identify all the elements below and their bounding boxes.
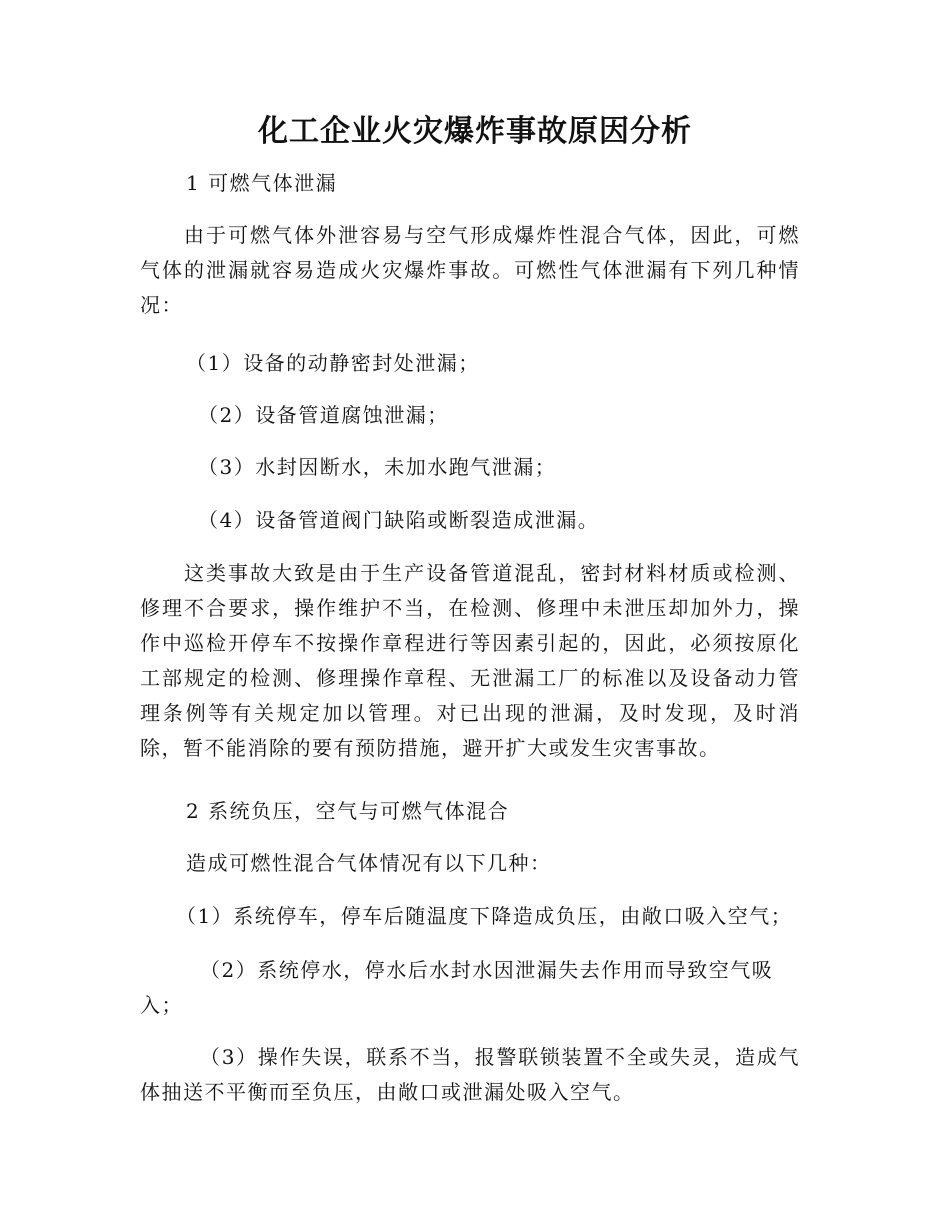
section-2-intro: 造成可燃性混合气体情况有以下几种： [186, 851, 552, 875]
section-1-item-1: （1）设备的动静密封处泄漏； [186, 351, 480, 375]
section-1-item-2: （2）设备管道腐蚀泄漏； [198, 403, 449, 427]
section-1-heading: 1 可燃气体泄漏 [186, 171, 338, 195]
section-1-intro-paragraph: 由于可燃气体外泄容易与空气形成爆炸性混合气体，因此，可燃气体的泄漏就容易造成火灾爆炸事故。可燃性气体泄漏有下列几种情况： [140, 223, 800, 317]
section-2-item-3: （3）操作失误，联系不当，报警联锁装置不全或失灵，造成气体抽送不平衡而至负压，由敞口或泄漏处吸入空气。 [140, 1045, 800, 1104]
section-2-item-1: （1）系统停车，停车后随温度下降造成负压，由敞口吸入空气； [176, 904, 793, 928]
section-1-conclusion-paragraph: 这类事故大致是由于生产设备管道混乱，密封材料材质或检测、修理不合要求，操作维护不当，在检测、修理中未泄压却加外力，操作中巡检开停车不按操作章程进行等因素引起的，因此，必须按原化工部规定的检测、修理操作章程、无泄漏工厂的标准以及设备动力管理条例等有关规定加以管理。对已出现的泄漏，及时发现，及时消除，暂不能消除的要有预防措施，避开扩大或发生灾害事故。 [140, 561, 800, 760]
section-2-heading: 2 系统负压，空气与可燃气体混合 [186, 799, 510, 823]
section-2-item-2: （2）系统停水，停水后水封水因泄漏失去作用而导致空气吸入； [140, 958, 774, 1017]
section-1-item-4: （4）设备管道阀门缺陷或断裂造成泄漏。 [198, 508, 600, 532]
section-1-item-3: （3）水封因断水，未加水跑气泄漏； [198, 455, 557, 479]
document-title: 化工企业火灾爆炸事故原因分析 [258, 114, 692, 149]
